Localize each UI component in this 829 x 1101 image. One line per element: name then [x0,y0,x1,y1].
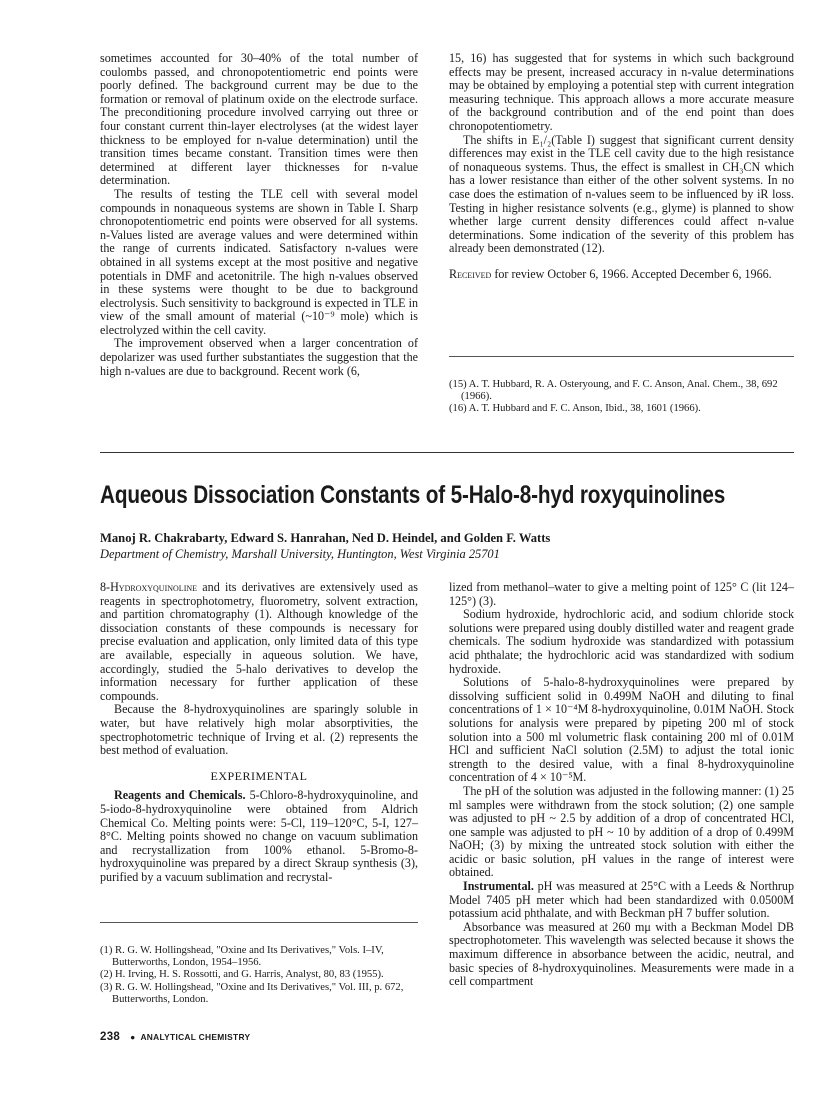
article-authors: Manoj R. Chakrabarty, Edward S. Hanrahan, Ned D. Heindel, and Golden F. Watts [100,531,551,545]
body-footnotes [100,945,418,1006]
page-footer [100,1031,250,1043]
journal-name: ANALYTICAL CHEMISTRY [140,1032,251,1042]
received-text: for review October 6, 1966. Accepted December 6, 1966. [491,266,772,281]
article-divider [100,452,794,453]
top-left-column [100,52,418,378]
section-heading: EXPERIMENTAL [210,768,308,783]
footnote-divider [100,922,418,923]
article-title: Aqueous Dissociation Constants of 5-Halo-8-hyd roxyquinolines [100,481,726,509]
body-left-column [100,581,418,884]
page-number: 238 [100,1031,121,1043]
top-footnotes [449,379,794,416]
paragraph: sometimes accounted for 30–40% of the total number of coulombs passed, and chronopotentiometric end points were poorly defined. The background current may be due to the formation or removal of platinum oxide on the electrode surface. The preconditioning procedure involved carrying out three or four constant current thin-layer electrolyses (at the widest layer thickness to be employed for n-value determination) until the transition times became constant. Transition times were then determined at different layer thicknesses for n-value determination. [100,51,418,188]
received-note [449,268,794,282]
lead-word: 8-Hydroxyquinoline [100,580,198,594]
footnote: (16) A. T. Hubbard and F. C. Anson, Ibid., 38, 1601 (1966). [449,403,701,415]
received-label: Received [449,266,492,281]
paragraph: Sodium hydroxide, hydrochloric acid, and sodium chloride stock solutions were prepared using doubly distilled water and reagent grade chemicals. The sodium hydroxide was standardized with potassium acid phthalate; the hydrochloric acid was standardized with sodium hydroxide. [449,607,794,676]
intro-paragraph [100,581,418,703]
paragraph: The shifts in E₁/₂(Table I) suggest that significant current density differences may exist in the TLE cell cavity due to the high resistance of nonaqueous systems. Thus, the effect is smallest in CH₃CN which has a lower resistance than either of the other solvent systems. In no case does the estimation of n-values seem to be influenced by iR loss. Testing in higher resistance solvents (e.g., glyme) is planned to show whether large current density differences could affect n-value determinations. Some indication of the severity of this problem has already been demonstrated (12). [449,132,794,256]
paragraph-text: pH was measured at 25°C with a Leeds & Northrup Model 7405 pH meter which had been standardized with 0.0500M potassium acid phthalate, and with Beckman pH 7 buffer solution. [449,879,794,921]
paragraph: 15, 16) has suggested that for systems in which such background effects may be present, increased accuracy in n-value determinations may be obtained by employing a potential step with current integration measuring technique. This approach allows a more accurate measure of the background contribution and of the end point than does chronopotentiometry. [449,51,794,133]
paragraph: The results of testing the TLE cell with several model compounds in nonaqueous systems are shown in Table I. Sharp chronopotentiometric end points were observed for all systems. n-Values listed are average values and were determined within the range of currents indicated. Satisfactory n-values were obtained in all systems except at the most positive and negative potentials in DMF and acetonitrile. The high n-values observed in these systems were thought to be due to background electrolysis. Such sensitivity to background is expected in TLE in view of the small amount of material (~10⁻⁹ mole) which is electrolyzed within the cell cavity. [100,186,418,337]
footnote: (15) A. T. Hubbard, R. A. Osteryoung, and F. C. Anson, Anal. Chem., 38, 692 (1966). [449,379,778,403]
run-in-heading: Reagents and Chemicals. [114,788,246,803]
paragraph: Solutions of 5-halo-8-hydroxyquinolines were prepared by dissolving sufficient solid in 0.499M NaOH and diluting to final concentrations of 1 × 10⁻⁴M 8-hydroxyquinoline, 0.01M NaOH. Stock solutions for analysis were prepared by pipeting 200 ml of stock solution into a 500 ml volumetric flask containing 200 ml of 0.01M HCl and sufficient NaCl solution (2.5M) to adjust the total ionic strength to the desired value, with a final 8-hydroxyquinoline concentration of 4 × 10⁻⁵M. [449,675,794,785]
paragraph: Absorbance was measured at 260 mμ with a Beckman Model DB spectrophotometer. This wavelength was selected because it shows the maximum difference in absorbance between the acidic, neutral, and basic species of 8-hydroxyquinolines. Measurements were made in a cell compartment [449,919,794,989]
footnote: (3) R. G. W. Hollingshead, "Oxine and Its Derivatives," Vol. III, p. 672, Butterworths, London. [100,981,404,1005]
footnote: (2) H. Irving, H. S. Rossotti, and G. Harris, Analyst, 80, 83 (1955). [100,969,384,981]
body-right-column [449,581,794,989]
top-right-column [449,52,794,282]
reagents-paragraph [100,789,418,884]
paragraph: Because the 8-hydroxyquinolines are sparingly soluble in water, but have relatively high molar absorptivities, the spectrophotometric technique of Irving et al. (2) represents the best method of evaluation. [100,702,418,758]
footnote-divider [449,356,794,357]
run-in-heading: Instrumental. [463,879,534,894]
article-affiliation: Department of Chemistry, Marshall University, Huntington, West Virginia 25701 [100,547,500,561]
footnote: (1) R. G. W. Hollingshead, "Oxine and Its Derivatives," Vols. I–IV, Butterworths, London, 1954–1956. [100,945,384,969]
bullet-icon: ● [130,1032,136,1042]
paragraph: The pH of the solution was adjusted in the following manner: (1) 25 ml samples were withdrawn from the stock solution; (2) one sample was adjusted to pH ~ 2.5 by addition of a drop of concentrated HCl, one sample was adjusted to pH ~ 10 by addition of a drop of 0.499M NaOH; (3) by mixing the untreated stock solution with either the acidic or basic solution, pH values in the range of interest were obtained. [449,783,794,880]
paragraph: lized from methanol–water to give a melting point of 125° C (lit 124–125°) (3). [449,580,794,608]
paragraph-text: 5-Chloro-8-hydroxyquinoline, and 5-iodo-8-hydroxyquinoline were obtained from Aldrich Chemical Co. Melting points were: 5-Cl, 119–120°C, 5-I, 127–8°C. Melting points showed no change on vacuum sublimation and recrystallization from 100% ethanol. 5-Bromo-8-hydroxyquinoline was prepared by a direct Skraup synthesis (3), purified by a vacuum sublimation and recrystal- [100,788,418,884]
instrumental-paragraph [449,880,794,921]
paragraph: The improvement observed when a larger concentration of depolarizer was used further substantiates the suggestion that the high n-values are due to background. Recent work (6, [100,336,418,378]
paragraph-text: and its derivatives are extensively used as reagents in spectrophotometry, fluorometry, solvent extraction, and partition chromatography (1). Although knowledge of the dissociation constants of these compounds is necessary for precise evaluation and application, only limited data of this type are available, especially in aqueous solution. We have, accordingly, studied the 5-halo derivatives to develop the information necessary for further application of these compounds. [100,580,418,703]
